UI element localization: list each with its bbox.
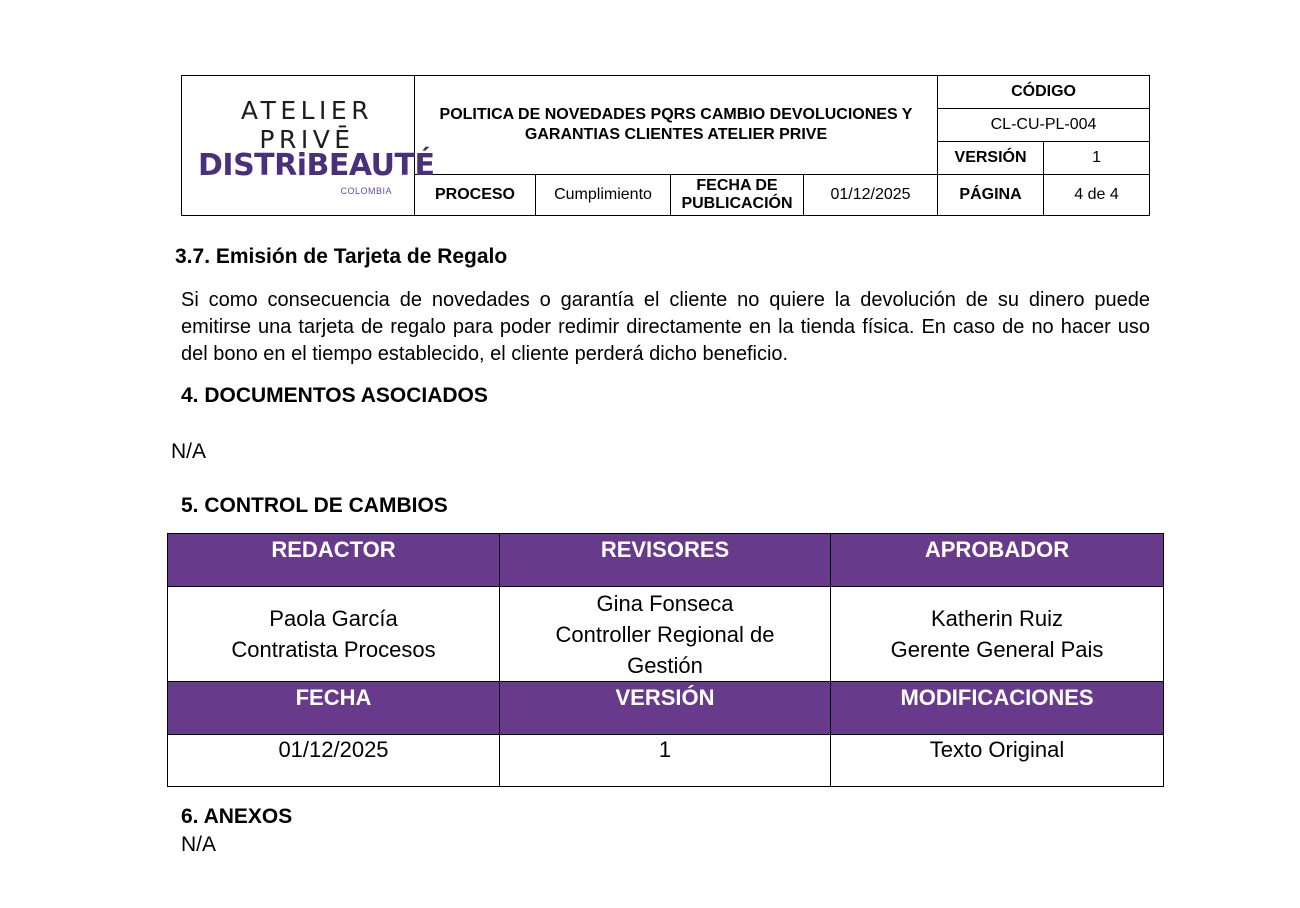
header-modificaciones: MODIFICACIONES bbox=[831, 682, 1164, 735]
redactor-role: Contratista Procesos bbox=[231, 637, 436, 662]
version-value: 1 bbox=[1044, 142, 1150, 175]
logo-colombia: COLOMBIA bbox=[340, 186, 392, 196]
section-6-title: 6. ANEXOS bbox=[181, 805, 293, 828]
revisor-name: Gina Fonseca bbox=[596, 590, 734, 616]
fecha-value: 01/12/2025 bbox=[168, 735, 500, 787]
logo-distribeaute: DISTRiBEAUTÉ bbox=[198, 148, 435, 183]
logo-atelier-prive: ATELIER PRIVĒ bbox=[240, 96, 374, 154]
section-5-title: 5. CONTROL DE CAMBIOS bbox=[181, 494, 448, 517]
change-control-table bbox=[167, 533, 1164, 787]
section-4-title: 4. DOCUMENTOS ASOCIADOS bbox=[181, 384, 488, 407]
proceso-value: Cumplimiento bbox=[536, 175, 671, 216]
section-6-body: N/A bbox=[181, 833, 217, 856]
version-label: VERSIÓN bbox=[938, 142, 1044, 175]
revisor-cell bbox=[500, 587, 831, 682]
header-redactor: REDACTOR bbox=[168, 534, 500, 587]
codigo-label: CÓDIGO bbox=[938, 76, 1150, 109]
redactor-cell bbox=[168, 587, 500, 682]
section-3-7-body: Si como consecuencia de novedades o garantía el cliente no quiere la devolución de su dinero puede emitirse una tarjeta de regalo para poder redimir directamente en la tienda física. En caso de no hacer uso del bono en el tiempo establecido, el cliente perderá dicho beneficio. bbox=[181, 289, 1150, 365]
modificaciones-value: Texto Original bbox=[831, 735, 1164, 787]
fecha-publicacion-value: 01/12/2025 bbox=[804, 175, 938, 216]
aprobador-role: Gerente General Pais bbox=[890, 637, 1104, 662]
version-number: 1 bbox=[500, 735, 831, 787]
aprobador-name: Katherin Ruiz bbox=[930, 606, 1064, 631]
section-3-7-title: 3.7. Emisión de Tarjeta de Regalo bbox=[175, 245, 508, 268]
section-4-body: N/A bbox=[171, 440, 207, 463]
header-aprobador: APROBADOR bbox=[831, 534, 1164, 587]
document-title: POLITICA DE NOVEDADES PQRS CAMBIO DEVOLUCIONES Y GARANTIAS CLIENTES ATELIER PRIVE bbox=[415, 76, 938, 175]
fecha-publicacion-label: FECHA DE PUBLICACIÓN bbox=[671, 175, 804, 216]
revisor-role: Controller Regional de Gestión bbox=[555, 621, 775, 678]
redactor-name: Paola García bbox=[269, 606, 398, 631]
proceso-label: PROCESO bbox=[415, 175, 536, 216]
codigo-value: CL-CU-PL-004 bbox=[938, 109, 1150, 142]
company-logo bbox=[182, 76, 435, 216]
pagina-label: PÁGINA bbox=[938, 175, 1044, 216]
header-version: VERSIÓN bbox=[500, 682, 831, 735]
header-fecha: FECHA bbox=[168, 682, 500, 735]
aprobador-cell bbox=[831, 587, 1164, 682]
pagina-value: 4 de 4 bbox=[1044, 175, 1150, 216]
document-header bbox=[181, 75, 1150, 216]
header-revisores: REVISORES bbox=[500, 534, 831, 587]
